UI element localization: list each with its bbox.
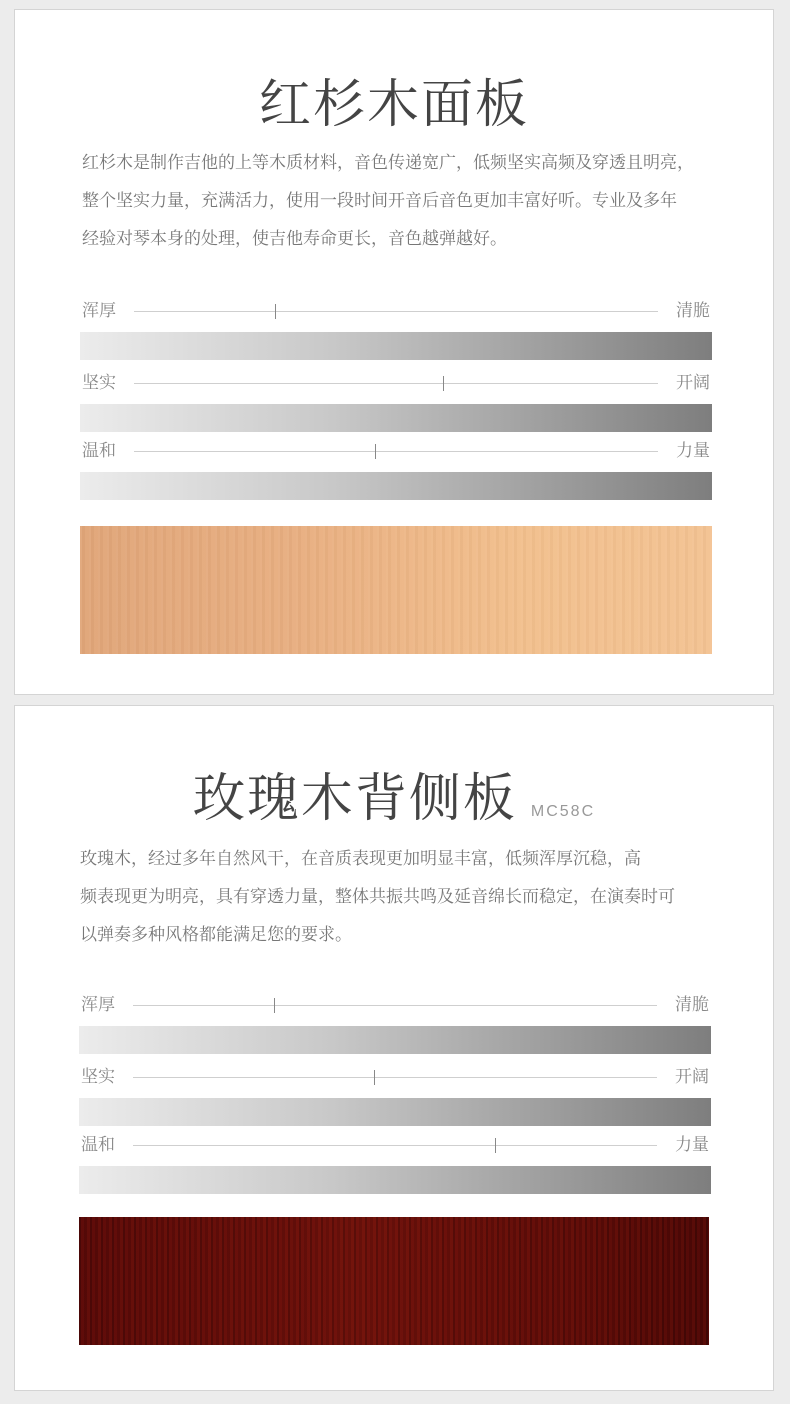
meter-right-label: 力量 bbox=[676, 441, 710, 461]
meter-marker bbox=[375, 444, 376, 459]
description-line: 频表现更为明亮，具有穿透力量，整体共振共鸣及延音绵长而稳定，在演奏时可 bbox=[80, 887, 675, 907]
meter-marker bbox=[443, 376, 444, 391]
meter-left-label: 温和 bbox=[82, 441, 116, 461]
panel-title: 红杉木面板 bbox=[258, 75, 529, 135]
panel-description bbox=[82, 144, 694, 258]
tone-meter-thick-crisp bbox=[80, 299, 712, 369]
meter-gradient-bar bbox=[79, 1026, 711, 1054]
meter-left-label: 坚实 bbox=[81, 1067, 115, 1087]
meter-right-label: 清脆 bbox=[676, 301, 710, 321]
meter-right-label: 开阔 bbox=[675, 1067, 709, 1087]
tone-meter-solid-open bbox=[80, 371, 712, 441]
meter-track bbox=[133, 1005, 657, 1006]
meter-gradient-bar bbox=[80, 472, 712, 500]
tone-meter-mild-power bbox=[80, 439, 712, 509]
meter-marker bbox=[275, 304, 276, 319]
model-code: MC58C bbox=[530, 803, 596, 820]
meter-track bbox=[134, 311, 658, 312]
tone-meter-thick-crisp bbox=[79, 993, 711, 1063]
meter-gradient-bar bbox=[79, 1098, 711, 1126]
rosewood-title-row bbox=[15, 756, 773, 831]
meter-track bbox=[133, 1145, 657, 1146]
meter-right-label: 力量 bbox=[675, 1135, 709, 1155]
meter-track bbox=[134, 451, 658, 452]
spruce-panel-card bbox=[14, 9, 774, 695]
description-line: 以弹奏多种风格都能满足您的要求。 bbox=[80, 925, 352, 945]
meter-right-label: 清脆 bbox=[675, 995, 709, 1015]
meter-gradient-bar bbox=[80, 332, 712, 360]
spruce-wood-swatch bbox=[80, 526, 712, 654]
tone-meter-solid-open bbox=[79, 1065, 711, 1135]
meter-track bbox=[133, 1077, 657, 1078]
meter-left-label: 温和 bbox=[81, 1135, 115, 1155]
tone-meter-mild-power bbox=[79, 1133, 711, 1203]
rosewood-wood-swatch bbox=[79, 1217, 709, 1345]
meter-left-label: 坚实 bbox=[82, 373, 116, 393]
meter-gradient-bar bbox=[79, 1166, 711, 1194]
meter-gradient-bar bbox=[80, 404, 712, 432]
description-line: 玫瑰木，经过多年自然风干，在音质表现更加明显丰富，低频浑厚沉稳，高 bbox=[80, 849, 641, 869]
meter-marker bbox=[374, 1070, 375, 1085]
meter-marker bbox=[274, 998, 275, 1013]
panel-description bbox=[80, 840, 675, 954]
meter-marker bbox=[495, 1138, 496, 1153]
meter-left-label: 浑厚 bbox=[82, 301, 116, 321]
meter-track bbox=[134, 383, 658, 384]
meter-left-label: 浑厚 bbox=[81, 995, 115, 1015]
description-line: 红杉木是制作吉他的上等木质材料，音色传递宽广，低频坚实高频及穿透且明亮， bbox=[82, 153, 694, 173]
description-line: 整个坚实力量，充满活力，使用一段时间开音后音色更加丰富好听。专业及多年 bbox=[82, 191, 677, 211]
spruce-title-row bbox=[15, 62, 773, 137]
description-line: 经验对琴本身的处理，使吉他寿命更长，音色越弹越好。 bbox=[82, 229, 507, 249]
panel-title: 玫瑰木背侧板 bbox=[192, 769, 517, 829]
rosewood-panel-card bbox=[14, 705, 774, 1391]
meter-right-label: 开阔 bbox=[676, 373, 710, 393]
